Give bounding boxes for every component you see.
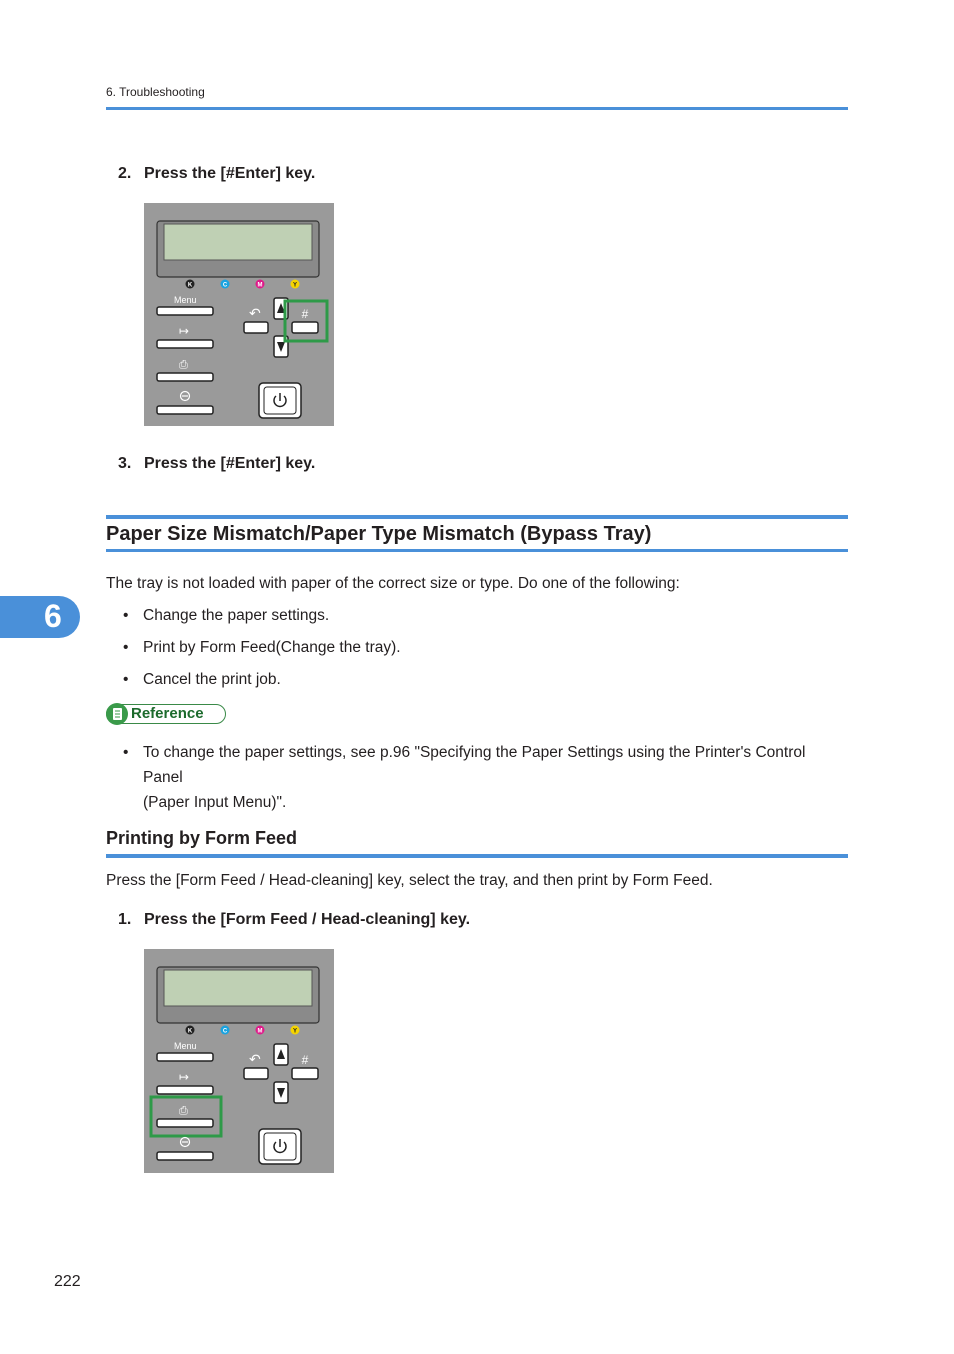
escape-icon: ↶ <box>249 306 261 322</box>
header-rule <box>106 107 848 110</box>
subsection-heading-form-feed <box>106 828 848 858</box>
ink-m-label: M <box>257 1028 263 1035</box>
step-text: Press the [#Enter] key. <box>144 165 316 182</box>
ink-k-label: K <box>187 1028 193 1035</box>
menu-key <box>157 1053 213 1061</box>
menu-label: Menu <box>174 295 197 305</box>
ink-c-label: C <box>222 282 228 289</box>
ink-y-label: Y <box>292 1028 298 1035</box>
form-feed-key <box>157 373 213 381</box>
form-feed-icon: ⎙ <box>179 358 188 371</box>
section2-intro: Press the [Form Feed / Head-cleaning] key, select the tray, and then print by Form Feed. <box>106 872 713 889</box>
lcd-display <box>164 970 312 1006</box>
reference-text-line1: To change the paper settings, see p.96 "Specifying the Paper Settings using the Printer's Control Panel <box>143 744 806 786</box>
section-title: Paper Size Mismatch/Paper Type Mismatch (Bypass Tray) <box>106 523 652 545</box>
bullet-item: • Print by Form Feed(Change the tray). <box>123 639 401 656</box>
menu-label: Menu <box>174 1041 197 1051</box>
step-3 <box>118 455 315 473</box>
reference-item: • To change the paper settings, see p.96 "Specifying the Paper Settings using the Printer's Control Panel (Paper Input Menu)". <box>123 744 806 811</box>
step-number: 2. <box>118 165 132 182</box>
job-reset-icon: ↦ <box>179 324 190 338</box>
lcd-display <box>164 224 312 260</box>
control-panel-illustration-enter <box>144 203 334 426</box>
bullet-item: • Cancel the print job. <box>123 671 281 688</box>
step-2 <box>118 165 315 183</box>
step-1 <box>118 911 470 929</box>
ink-c-label: C <box>222 1028 228 1035</box>
bullet-item: • Change the paper settings. <box>123 607 330 624</box>
step-text: Press the [Form Feed / Head-cleaning] key. <box>144 911 471 928</box>
form-feed-key <box>157 1119 213 1127</box>
page-number: 222 <box>54 1273 81 1290</box>
menu-key <box>157 307 213 315</box>
chapter-tab <box>0 596 80 638</box>
enter-key <box>292 1068 318 1079</box>
reference-book-icon <box>106 703 128 725</box>
form-feed-icon: ⎙ <box>179 1104 188 1117</box>
chapter-number: 6 <box>44 598 62 634</box>
cancel-key <box>157 406 213 414</box>
running-head: 6. Troubleshooting <box>106 85 205 99</box>
step-number: 1. <box>118 911 132 928</box>
step-number: 3. <box>118 455 132 472</box>
section-heading-mismatch <box>106 515 848 552</box>
cancel-key <box>157 1152 213 1160</box>
reference-text-line2: (Paper Input Menu)". <box>143 794 287 811</box>
escape-key <box>244 1068 268 1079</box>
step-text: Press the [#Enter] key. <box>144 455 316 472</box>
ink-m-label: M <box>257 282 263 289</box>
escape-icon: ↶ <box>249 1052 261 1068</box>
ink-y-label: Y <box>292 282 298 289</box>
job-reset-key <box>157 340 213 348</box>
section1-intro: The tray is not loaded with paper of the correct size or type. Do one of the following: <box>106 575 680 592</box>
enter-label: # <box>301 1053 309 1067</box>
subsection-title: Printing by Form Feed <box>106 828 298 848</box>
reference-label: Reference <box>131 705 204 722</box>
enter-label: # <box>301 307 309 321</box>
escape-key <box>244 322 268 333</box>
enter-key <box>292 322 318 333</box>
control-panel-illustration-form-feed <box>144 949 334 1173</box>
job-reset-icon: ↦ <box>179 1070 190 1084</box>
job-reset-key <box>157 1086 213 1094</box>
ink-k-label: K <box>187 282 193 289</box>
reference-badge <box>106 704 226 724</box>
